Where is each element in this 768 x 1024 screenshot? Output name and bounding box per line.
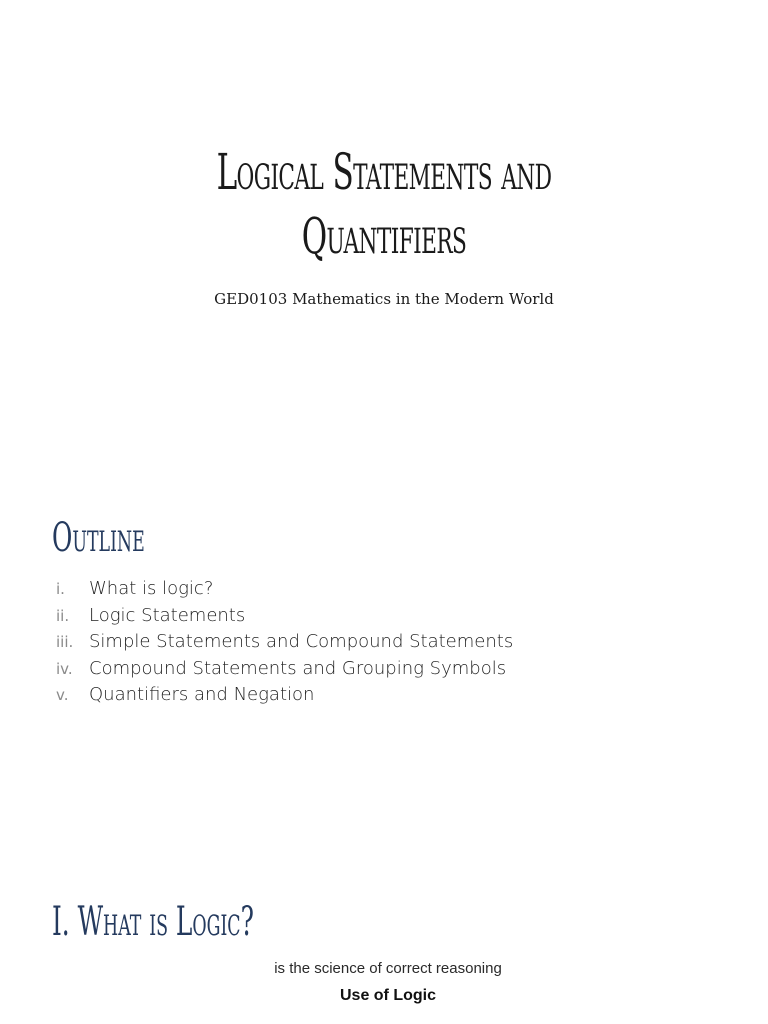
outline-item-text: Quantifiers and Negation xyxy=(89,684,315,706)
use-of-logic-label: Use of Logic xyxy=(339,987,436,1004)
what-is-logic-heading: I. What is Logic? xyxy=(52,899,254,945)
outline-item-number: i. xyxy=(56,580,65,598)
outline-item xyxy=(56,682,513,709)
outline-item-text: Compound Statements and Grouping Symbols xyxy=(89,657,507,679)
outline-item xyxy=(56,656,513,683)
outline-slide xyxy=(0,500,768,740)
title-slide xyxy=(0,0,768,360)
logic-definition: is the science of correct reasoning xyxy=(274,960,502,977)
outline-item-text: Logic Statements xyxy=(89,604,246,626)
outline-item-number: iii. xyxy=(56,633,74,652)
course-subtitle: GED0103 Mathematics in the Modern World xyxy=(214,290,554,308)
outline-item xyxy=(56,576,513,603)
title-line-1: Logical Statements and xyxy=(216,143,552,201)
outline-item-text: What is logic? xyxy=(89,578,214,599)
outline-item-text: Simple Statements and Compound Statements xyxy=(89,631,514,653)
what-is-logic-slide xyxy=(0,880,768,1024)
outline-item xyxy=(56,629,513,656)
title-line-2: Quantifiers xyxy=(301,207,467,265)
outline-item-number: iv. xyxy=(56,659,73,678)
outline-item-number: v. xyxy=(56,686,69,705)
page-title xyxy=(146,140,622,268)
outline-item-number: ii. xyxy=(56,606,70,625)
outline-list xyxy=(56,576,513,709)
outline-item xyxy=(56,603,513,630)
outline-heading: Outline xyxy=(52,515,145,561)
